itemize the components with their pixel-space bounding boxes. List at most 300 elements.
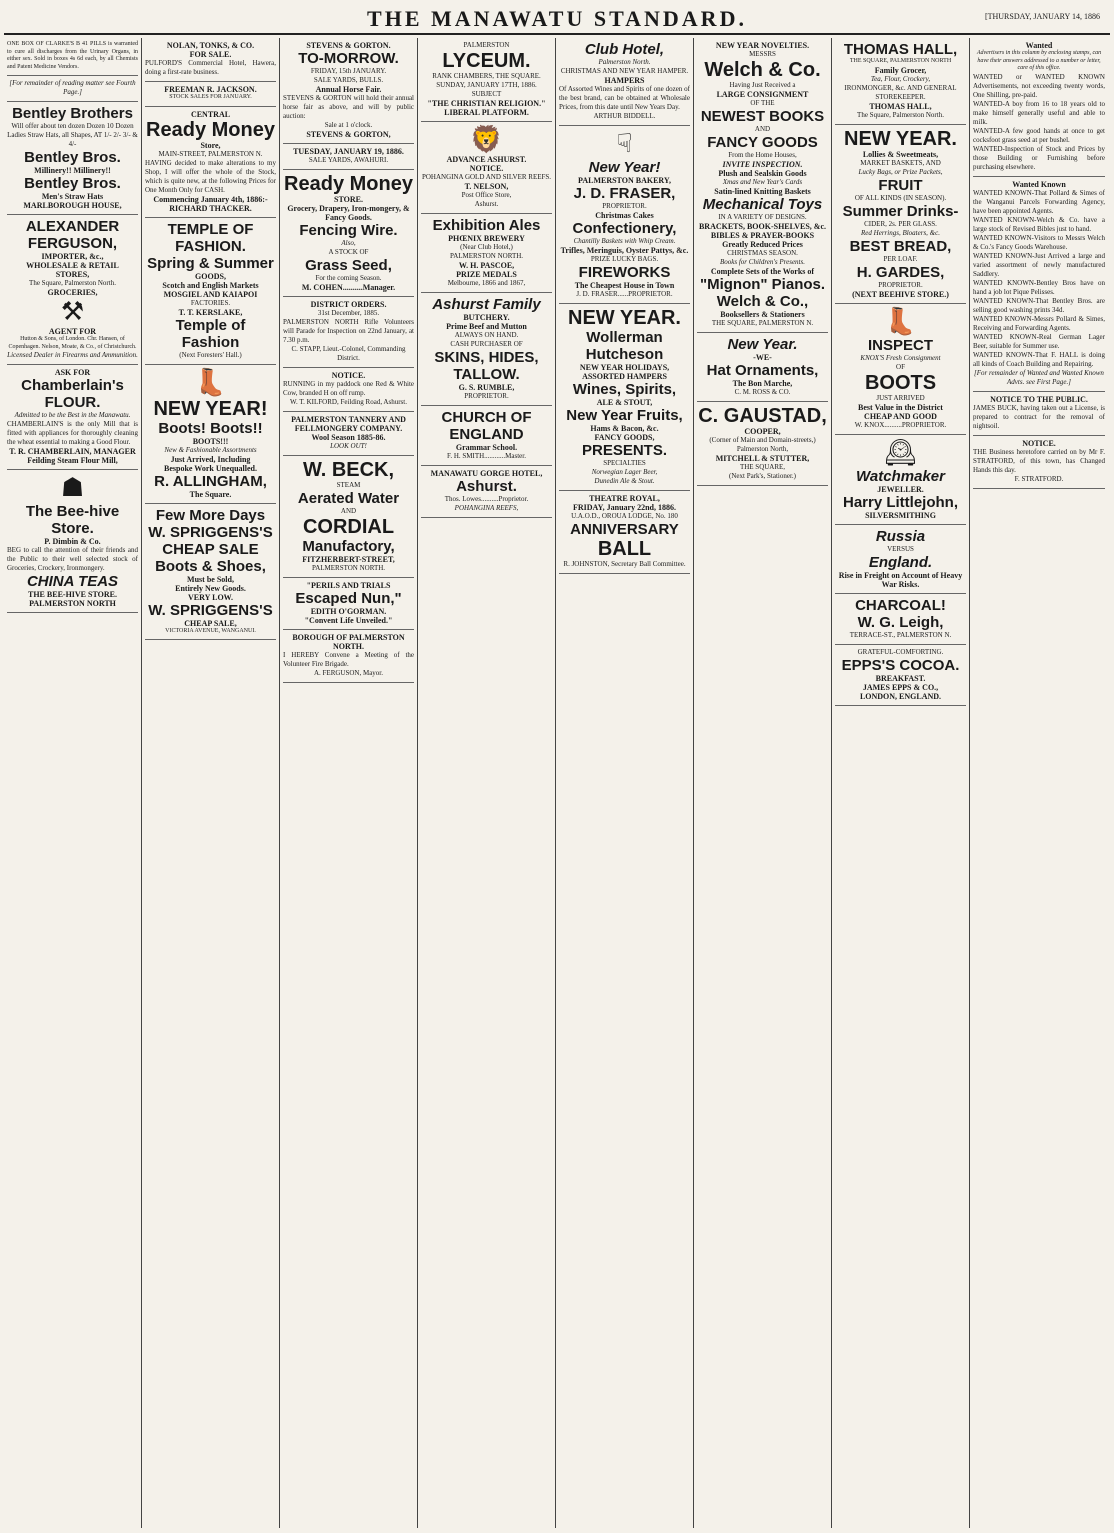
notice-public: NOTICE TO THE PUBLIC. xyxy=(990,394,1088,404)
inspect: INSPECT xyxy=(867,336,933,354)
ferguson-square: The Square, Palmerston North. xyxy=(29,279,116,287)
anniversary-ball-ad xyxy=(559,491,690,574)
mechanical-toys: Mechanical Toys xyxy=(702,196,823,213)
lion-icon: 🦁 xyxy=(470,125,503,154)
thomas-square: THE SQUARE, PALMERSTON NORTH xyxy=(849,58,952,64)
butchery-label: BUTCHERY. xyxy=(463,313,510,322)
christmas-season: CHRISTMAS SEASON. xyxy=(727,249,798,257)
also-label: Also, xyxy=(341,239,356,247)
home-houses: From the Home Houses, xyxy=(728,151,797,159)
ashurst-family: Ashurst Family xyxy=(432,296,541,313)
cohen-signature: M. COHEN..........Manager. xyxy=(301,283,396,292)
ross-co: C. M. ROSS & CO. xyxy=(734,388,791,396)
new-year-fruits: New Year Fruits, xyxy=(566,407,683,424)
central-store-ad xyxy=(145,107,276,218)
welch-novelties-ad xyxy=(697,38,828,333)
column-2 xyxy=(142,38,280,1528)
exhibition-ales-ad xyxy=(421,214,552,293)
mens-hats: Men's Straw Hats xyxy=(41,192,104,201)
always-on-hand: ALWAYS ON HAND. xyxy=(454,331,519,339)
gaustad-ad xyxy=(697,402,828,486)
dunedin-ale: Dunedin Ale & Stout. xyxy=(594,477,655,485)
ball: BALL xyxy=(597,538,652,560)
hardware-anvil-icon: ⚒ xyxy=(60,297,85,326)
trifles: Trifles, Meringuis, Oyster Pattys, &c. xyxy=(560,246,689,255)
freight-rise: Rise in Freight on Account of Heavy War Risks. xyxy=(838,570,963,589)
sale-yards: SALE YARDS, BULLS. xyxy=(313,76,384,84)
wanted-known-item: WANTED KNOWN-Visitors to Messrs Welch & Co.'s Fancy Goods Warehouse. xyxy=(973,233,1105,251)
wanted-section xyxy=(973,38,1105,177)
johnston-signature: R. JOHNSTON, Secretary Ball Committee. xyxy=(563,560,686,568)
fancy-goods: FANCY GOODS, xyxy=(594,433,655,442)
welch-booksellers: Welch & Co., xyxy=(716,293,809,310)
wanted-note: Advertisers in this column by enclosing stamps, can have their answers addressed to a number or letter, care of this office. xyxy=(976,50,1102,71)
wanted-reminder: [For remainder of Wanted and Wanted Known Advts. see First Page.] xyxy=(974,368,1104,386)
temple-fashion-ad xyxy=(145,218,276,365)
cider: CIDER, 2s. PER GLASS. xyxy=(864,219,937,228)
victoria-avenue: VICTORIA AVENUE, WANGANUI. xyxy=(165,627,256,634)
books-children: Books for Children's Presents. xyxy=(720,258,805,266)
beehive-ad xyxy=(7,470,138,613)
column-1 xyxy=(4,38,142,1528)
exhibition-ales: Exhibition Ales xyxy=(432,217,541,234)
mignon-pianos: "Mignon" Pianos. xyxy=(699,276,826,293)
lyceum-ad xyxy=(421,38,552,122)
cooper-label: COOPER, xyxy=(744,427,781,436)
jeweller: JEWELLER. xyxy=(877,484,924,494)
friday-date: FRIDAY, 15th JANUARY. xyxy=(310,67,387,75)
notice-heading: NOTICE. xyxy=(331,371,366,380)
gardes-name: H. GARDES, xyxy=(856,263,945,281)
wool-season: Wool Season 1885-86. xyxy=(311,433,386,442)
store-heading: Store, xyxy=(200,140,221,150)
club-location: Palmerston North. xyxy=(598,58,651,66)
grammar-school: Grammar School. xyxy=(455,443,518,452)
bentley-bros-heading-2: Bentley Bros. xyxy=(24,175,121,192)
fraser-name: J. D. FRASER, xyxy=(573,185,676,202)
wanted-known-item: WANTED KNOWN-That Pollard & Simes of the Wanganui Parcels Forwarding Agency, have been appointed Agents. xyxy=(973,188,1105,215)
lowes-proprietor: Thos. Lowes..........Proprietor. xyxy=(444,495,529,503)
ferguson-name: ALEXANDER FERGUSON, xyxy=(25,218,120,252)
knox-consignment: KNOX'S Fresh Consignment xyxy=(860,353,941,362)
notice-final: NOTICE. xyxy=(1022,438,1056,448)
knox-signature: W. KNOX..........PROPRIETOR. xyxy=(854,420,947,429)
just-arrived: Just Arrived, Including xyxy=(170,454,251,464)
dimbin-name: P. Dimbin & Co. xyxy=(44,537,101,546)
masthead-rule xyxy=(4,33,1110,35)
new-year-script: New Year! xyxy=(588,159,661,176)
kilford-signature: W. T. KILFORD, Feilding Road, Ashurst. xyxy=(290,398,407,406)
masthead xyxy=(0,0,1114,34)
column-3 xyxy=(280,38,418,1528)
newspaper-title: THE MANAWATU STANDARD. xyxy=(367,6,747,31)
london: LONDON, ENGLAND. xyxy=(859,691,942,701)
breakfast: BREAKFAST. xyxy=(875,673,926,683)
stratford-notice xyxy=(973,436,1105,489)
per-loaf: PER LOAF. xyxy=(883,254,918,263)
wanted-known-item: WANTED KNOWN-Just Arrived a large and varied assortment of newly manufactured Saddlery. xyxy=(973,251,1105,278)
district-orders: DISTRICT ORDERS. xyxy=(310,300,387,309)
thomas-signature: THOMAS HALL, xyxy=(869,101,932,111)
boots-heading: Boots! Boots!! xyxy=(158,419,263,437)
butchery-proprietor: PROPRIETOR. xyxy=(464,392,509,400)
hampers-heading: HAMPERS xyxy=(604,76,645,85)
grocery-drapery: Grocery, Drapery, Iron-mongery, & Fancy Goods. xyxy=(287,204,410,222)
prize-medals: PRIZE MEDALS xyxy=(456,270,517,279)
mitchell-stutter: MITCHELL & STUTTER, xyxy=(715,454,810,463)
ale-stout: ALE & STOUT, xyxy=(596,398,653,407)
booksellers-stationers: Booksellers & Stationers xyxy=(720,310,805,319)
entirely-new: Entirely New Goods. xyxy=(175,583,246,593)
main-street: MAIN-STREET, PALMERSTON N. xyxy=(158,149,263,158)
grammar-school-ad xyxy=(421,406,552,466)
central-heading: CENTRAL xyxy=(190,109,231,119)
ferguson-importer: IMPORTER, &c., xyxy=(41,252,104,261)
russia-england-ad xyxy=(835,525,966,594)
christian-religion: "THE CHRISTIAN RELIGION." xyxy=(427,99,546,108)
fitzherbert: FITZHERBERT-STREET, xyxy=(302,555,395,564)
stratford-body: THE Business heretofore carried on by Mr F. STRATFORD, of this town, has Changed Hands this day. xyxy=(973,447,1105,474)
gorge-hotel-ad xyxy=(421,466,552,518)
phoenix-brewery: PHŒNIX BREWERY xyxy=(448,234,525,243)
wanted-item: WANTED-Inspection of Stock and Prices by those Building or Furnishing before purchasing elsewhere. xyxy=(973,144,1105,171)
thomas-hall: THOMAS HALL, xyxy=(843,41,958,58)
anniversary: ANNIVERSARY xyxy=(570,521,679,538)
column-6 xyxy=(694,38,832,1528)
temple-heading: TEMPLE OF FASHION. xyxy=(167,220,254,255)
bon-marche-ad xyxy=(697,333,828,402)
grass-seed: Grass Seed, xyxy=(305,257,392,274)
cash-purchaser: CASH PURCHASER OF xyxy=(450,340,523,348)
knox-boots-ad xyxy=(835,304,966,435)
leigh-name: W. G. Leigh, xyxy=(857,613,944,631)
newspaper-columns xyxy=(4,38,1110,1528)
ball-date: FRIDAY, January 22nd, 1886. xyxy=(573,503,676,512)
new-year-bon: New Year. xyxy=(727,336,798,353)
tannery-ad xyxy=(283,412,414,456)
wanted-known-item: WANTED KNOWN-Messrs Pollard & Simes, Receiving and Forwarding Agents. xyxy=(973,314,1105,332)
freeman-heading: FREEMAN R. JACKSON. xyxy=(164,85,257,94)
boot-icon: 👢 xyxy=(884,306,917,336)
having-body: HAVING decided to make alterations to my Shop, I will offer the whole of the Stock, which is quite new, at the following Prices for One Month Only for CASH. xyxy=(145,158,276,194)
thomas-hall-ad xyxy=(835,38,966,125)
presents: PRESENTS. xyxy=(581,442,668,459)
spring-summer: Spring & Summer xyxy=(147,254,274,272)
summer-drinks: Summer Drinks- xyxy=(842,202,959,220)
cheap-sale-2: CHEAP SALE, xyxy=(184,618,237,628)
allingham-boots-ad xyxy=(145,365,276,504)
china-teas: CHINA TEAS xyxy=(26,573,119,590)
district-orders-ad xyxy=(283,297,414,368)
cohen-ready-money-ad xyxy=(283,170,414,297)
wanted-item: WANTED-A few good hands at once to get cocksfoot grass seed at per bushel. xyxy=(973,126,1105,144)
nolan-tonks-ad xyxy=(145,38,276,82)
next-park: (Next Park's, Stationer.) xyxy=(729,472,796,480)
agent-body: Hutton & Sons, of London. Chr. Hansen, of Copenhagen. Nelson, Moate, & Co., of Christchurch. xyxy=(8,336,137,350)
church-england: CHURCH OF ENGLAND xyxy=(441,409,532,443)
new-year-novelties: NEW YEAR NOVELTIES. xyxy=(715,41,810,50)
for-sale: FOR SALE. xyxy=(189,50,232,59)
charcoal: CHARCOAL! xyxy=(855,596,946,614)
of-the: OF THE xyxy=(750,99,775,107)
grateful: GRATEFUL-COMFORTING. xyxy=(857,647,944,656)
coming-season: For the coming Season. xyxy=(315,274,382,282)
fireworks: FIREWORKS xyxy=(578,264,671,281)
bentley-bros-heading: Bentley Bros. xyxy=(24,149,121,166)
goods-heading: GOODS, xyxy=(195,271,226,281)
store-label: STORE. xyxy=(334,195,363,204)
wollerman-hutcheson-ad xyxy=(559,304,690,491)
dimbin-body: BEG to call the attention of their friends and the Public to their well selected stock of Groceries, Crockery, Ironmongery. xyxy=(7,546,138,572)
thomas-location: The Square, Palmerston North. xyxy=(857,110,944,119)
stevens-gorton-ad xyxy=(283,38,414,144)
bon-marche: The Bon Marche, xyxy=(732,379,793,388)
spriggens-name: W. SPRIGGENS'S xyxy=(148,601,273,619)
wanted-item: WANTED-A boy from 16 to 18 years old to make himself generally useful and able to milk. xyxy=(973,99,1105,126)
post-office-store: Post Office Store, xyxy=(461,191,512,199)
bentley-brothers-ad xyxy=(7,102,138,215)
rifle-volunteers: PALMERSTON NORTH Rifle Volunteers will Parade for Inspection on 22nd January, at 7.30 p.m. xyxy=(283,318,414,344)
club-hotel: Club Hotel, xyxy=(584,41,665,58)
palmerston-bakery: PALMERSTON BAKERY, xyxy=(578,176,671,185)
groceries-heading: GROCERIES, xyxy=(47,288,98,297)
kilford-notice xyxy=(283,368,414,412)
gardes-ad xyxy=(835,125,966,304)
cheapest-house: The Cheapest House in Town xyxy=(574,281,675,290)
new-year-big: NEW YEAR. xyxy=(568,307,681,329)
nolan-body: PULFORD'S Commercial Hotel, Hawera, doing a first-rate business. xyxy=(145,59,276,76)
xmas-cards: Xmas and New Year's Cards xyxy=(722,178,803,186)
very-low: VERY LOW. xyxy=(188,592,233,602)
littlejohn-name: Harry Littlejohn, xyxy=(842,493,958,511)
beehive-location: PALMERSTON NORTH xyxy=(29,599,116,608)
flour-mill: Feilding Steam Flour Mill, xyxy=(27,456,118,465)
wines-spirits: Wines, Spirits, xyxy=(572,381,677,398)
teas-flour: Tea, Flour, Crockery, xyxy=(870,74,931,83)
versus: VERSUS xyxy=(887,544,914,553)
welch-square: THE SQUARE, PALMERSTON N. xyxy=(711,319,814,327)
gardes-proprietor: PROPRIETOR. xyxy=(878,280,923,289)
prime-beef: Prime Beef and Mutton xyxy=(446,322,527,331)
ready-money-title: Ready Money xyxy=(146,118,275,141)
beck-aerated-ad xyxy=(283,456,414,578)
marlborough-house: MARLBOROUGH HOUSE, xyxy=(23,201,122,210)
skins-hides: SKINS, HIDES, xyxy=(434,349,539,366)
aerated-water: Aerated Water xyxy=(297,490,400,507)
escaped-nun-ad xyxy=(283,578,414,630)
plush-sealskin: Plush and Sealskin Goods xyxy=(718,169,807,178)
cheap-good: CHEAP AND GOOD xyxy=(864,411,937,421)
wanted-known-item: WANTED KNOWN-Real German Lager Beer, suitable for Summer use. xyxy=(973,332,1105,350)
club-hotel-ad xyxy=(559,38,690,126)
sunday-date: SUNDAY, JANUARY 17TH, 1886. xyxy=(436,81,537,89)
nelson-name: T. NELSON, xyxy=(464,182,509,191)
just-arrived-knox: JUST ARRIVED xyxy=(876,393,925,402)
cheap-sale: CHEAP SALE xyxy=(162,540,259,558)
edith-ogorman: EDITH O'GORMAN. xyxy=(310,607,387,616)
ferguson-ad xyxy=(7,215,138,365)
bakery-proprietor: PROPRIETOR. xyxy=(602,202,647,210)
ready-money-heading: Ready Money xyxy=(284,173,413,195)
hampers-body: Of Assorted Wines and Spirits of one dozen of the best brand, can be obtained at Wholesale Prices, from this date until New Years Day. xyxy=(559,85,690,111)
mitchell-square: THE SQUARE, xyxy=(739,463,786,471)
charcoal-ad xyxy=(835,594,966,645)
tomorrow: TO-MORROW. xyxy=(298,50,399,67)
perils-trials: "PERILS AND TRIALS xyxy=(306,581,391,590)
bespoke-work: Bespoke Work Unequalled. xyxy=(164,463,257,473)
beehive-store: THE BEE-HIVE STORE. xyxy=(28,590,117,599)
wanted-known-item: WANTED KNOWN-Bentley Bros have on hand a job lot Pique Pelisses. xyxy=(973,278,1105,296)
clarkes-pills-ad: ONE BOX OF CLARKE'S B 41 PILLS is warranted to cure all discharges from the Urinary Organs, in either sex. Sold in boxes 4s 6d each, by all Chemists and Patent Medicine Vendors. xyxy=(7,38,138,76)
complete-sets: Complete Sets of the Works of xyxy=(710,267,815,276)
theatre-royal: THEATRE ROYAL, xyxy=(589,494,660,503)
temple-fashion-name: Temple of Fashion xyxy=(175,316,246,351)
christmas-hamper: CHRISTMAS AND NEW YEAR HAMPER. xyxy=(560,67,689,75)
ask-for: ASK FOR xyxy=(54,368,91,377)
bentley-body: Will offer about ten dozen Dozen 10 Dozen Ladies Straw Hats, all Shapes, AT 1/- 2/- 3/- & 4/- xyxy=(7,122,138,148)
manufactory: Manufactory, xyxy=(302,538,395,555)
hat-ornaments: Hat Ornaments, xyxy=(706,362,819,379)
buck-body: JAMES BUCK, having taken out a License, is prepared to contract for the removal of nightsoil. xyxy=(973,403,1105,430)
best-bread: BEST BREAD, xyxy=(849,237,952,255)
christmas-cakes: Christmas Cakes xyxy=(595,211,654,220)
smith-master: F. H. SMITH............Master. xyxy=(447,452,526,460)
borough-ad xyxy=(283,630,414,683)
best-value: Best Value in the District xyxy=(858,402,943,412)
manawatu-gorge-hotel: MANAWATU GORGE HOTEL, xyxy=(430,469,543,478)
freeman-jackson-ad xyxy=(145,82,276,107)
ashurst-label: Ashurst. xyxy=(474,200,499,208)
bentley-title: Bentley Brothers xyxy=(12,105,133,122)
hutcheson: Hutcheson xyxy=(585,346,664,363)
stratford-signature: F. STRATFORD. xyxy=(1014,474,1064,483)
advance-ashurst-ad xyxy=(421,122,552,214)
stevens-body: STEVENS & GORTON will hold their annual horse fair as above, and will by public auction: xyxy=(283,94,414,120)
chamberlain-title: Chamberlain's xyxy=(21,377,124,394)
rumble-name: G. S. RUMBLE, xyxy=(458,383,515,392)
bibles: BIBLES & PRAYER-BOOKS xyxy=(710,231,815,240)
dec-31: 31st December, 1885. xyxy=(317,309,380,317)
assorted-hampers: ASSORTED HAMPERS xyxy=(582,372,667,381)
received: Having Just Received a xyxy=(729,81,796,89)
stevens-heading: STEVENS & GORTON. xyxy=(306,41,391,50)
millinery-heading: Millinery!! Millinery!! xyxy=(34,166,111,175)
gaustad-name: C. GAUSTAD, xyxy=(698,405,827,427)
pohangina-reefs: POHANGINA GOLD AND SILVER REEFS. xyxy=(421,173,552,181)
ferguson-wholesale: WHOLESALE & RETAIL xyxy=(26,261,119,270)
satin-baskets: Satin-lined Knitting Baskets xyxy=(714,187,811,196)
fencing-wire: Fencing Wire. xyxy=(299,222,398,239)
buck-notice xyxy=(973,392,1105,436)
boot-icon: 👢 xyxy=(194,367,227,397)
cordial: CORDIAL xyxy=(302,516,395,538)
advance-ashurst: ADVANCE ASHURST. xyxy=(446,155,527,164)
pointing-hand-icon: ☟ xyxy=(616,129,633,158)
brackets: BRACKETS, BOOK-SHELVES, &c. xyxy=(698,222,827,231)
invite-inspection: INVITE INSPECTION. xyxy=(722,160,803,169)
boots-title: BOOTS xyxy=(864,371,937,394)
and-label: AND xyxy=(754,125,771,133)
reminder-note: [For remainder of reading matter see Fourth Page.] xyxy=(7,76,138,102)
lyceum-sub: RANK CHAMBERS, THE SQUARE. xyxy=(432,72,541,80)
prize-lucky-bags: PRIZE LUCKY BAGS. xyxy=(590,255,659,263)
sale-oclock: Sale at 1 o'clock. xyxy=(324,121,373,129)
reduced-prices: Greatly Reduced Prices xyxy=(722,240,803,249)
lucky-bags: Lucky Bags, or Prize Packets, xyxy=(858,167,943,176)
wanted-heading: Wanted xyxy=(1025,41,1053,50)
tallow: TALLOW. xyxy=(453,366,520,383)
look-out: LOOK OUT! xyxy=(330,442,367,450)
butchery-ad xyxy=(421,293,552,406)
sale-ashurst: SALE YARDS, AWAHURI. xyxy=(308,156,389,164)
wanted-known-item: WANTED KNOWN-That F. HALL is doing all kinds of Coach Building and Repairing. xyxy=(973,350,1105,368)
stevens-signature: STEVENS & GORTON, xyxy=(306,130,391,139)
boots-sub: BOOTS!!! xyxy=(192,436,229,446)
of-label: OF xyxy=(896,362,905,371)
spriggens-title: W. SPRIGGENS'S xyxy=(148,523,273,541)
pascoe-name: W. H. PASCOE, xyxy=(458,261,515,270)
factories: FACTORIES. xyxy=(190,298,231,307)
horse-fair: Annual Horse Fair. xyxy=(315,85,382,94)
next-foresters: (Next Foresters' Hall.) xyxy=(179,350,242,359)
flour-tagline: Admitted to be the Best in the Manawatu. xyxy=(14,411,131,419)
variety-designs: IN A VARIETY OF DESIGNS. xyxy=(718,213,807,221)
convent-life: "Convent Life Unveiled." xyxy=(304,616,393,625)
beehive-title: The Bee-hive Store. xyxy=(25,503,120,537)
james-epps: JAMES EPPS & CO., xyxy=(862,682,939,692)
nolan-heading: NOLAN, TONKS, & CO. xyxy=(166,41,255,50)
pohangina-reefs-2: POHANGINA REEFS, xyxy=(454,504,519,512)
biddell-signature: ARTHUR BIDDELL. xyxy=(593,112,656,120)
wanted-known-section xyxy=(973,177,1105,392)
near-club: (Near Club Hotel,) xyxy=(460,243,513,251)
running-body: RUNNING in my paddock one Red & White Cow, branded H on off rump. xyxy=(283,380,414,397)
borough-heading: BOROUGH OF PALMERSTON NORTH. xyxy=(292,633,405,651)
welch-co: Welch & Co. xyxy=(704,59,821,81)
column-5 xyxy=(556,38,694,1528)
large-consignment: LARGE CONSIGNMENT xyxy=(716,90,809,99)
tuesday-date: TUESDAY, JANUARY 19, 1886. xyxy=(293,147,404,156)
fruit-seasons: OF ALL KINDS (IN SEASON). xyxy=(854,193,947,202)
liberal-platform: LIBERAL PLATFORM. xyxy=(444,108,529,117)
issue-date: [THURSDAY, JANUARY 14, 1886 xyxy=(984,12,1100,21)
stock-sales: STOCK SALES FOR JANUARY. xyxy=(169,94,252,100)
allingham-square: The Square. xyxy=(189,489,232,499)
mosgiel: MOSGIEL AND KAIAPOI xyxy=(163,289,258,299)
epps-cocoa-ad xyxy=(835,645,966,706)
fruit: FRUIT xyxy=(878,176,923,194)
chamberlain-body: CHAMBERLAIN'S is the only Mill that is fitted with appliances for thoroughly cleaning the wheat essential to making a Good Flour. xyxy=(7,420,138,446)
chantilly: Chantilly Baskets with Whip Cream. xyxy=(573,237,676,245)
we-label: -WE- xyxy=(753,353,772,362)
column-4 xyxy=(418,38,556,1528)
norwegian-lager: Norwegian Lager Beer, xyxy=(591,468,658,476)
bakery-ad xyxy=(559,126,690,304)
wollerman: Wollerman xyxy=(586,329,663,346)
steam-label: STEAM xyxy=(336,481,361,489)
flour-title: FLOUR. xyxy=(44,394,101,411)
hams-bacon: Hams & Bacon, &c. xyxy=(590,424,659,433)
ironmonger: IRONMONGER, &c. AND GENERAL STOREKEEPER. xyxy=(844,83,957,101)
new-year-gardes: NEW YEAR. xyxy=(844,127,957,150)
clock-icon: 🕰 xyxy=(883,437,917,467)
column-7 xyxy=(832,38,970,1528)
and-label: AND xyxy=(340,507,357,515)
new-fashion: New & Fashionable Assortments xyxy=(164,445,257,454)
wanted-known-item: WANTED KNOWN-Welch & Co. have a large stock of Revised Bibles just to hand. xyxy=(973,215,1105,233)
awahuri-sale-ad xyxy=(283,144,414,170)
epps-cocoa: EPPS'S COCOA. xyxy=(841,656,960,674)
